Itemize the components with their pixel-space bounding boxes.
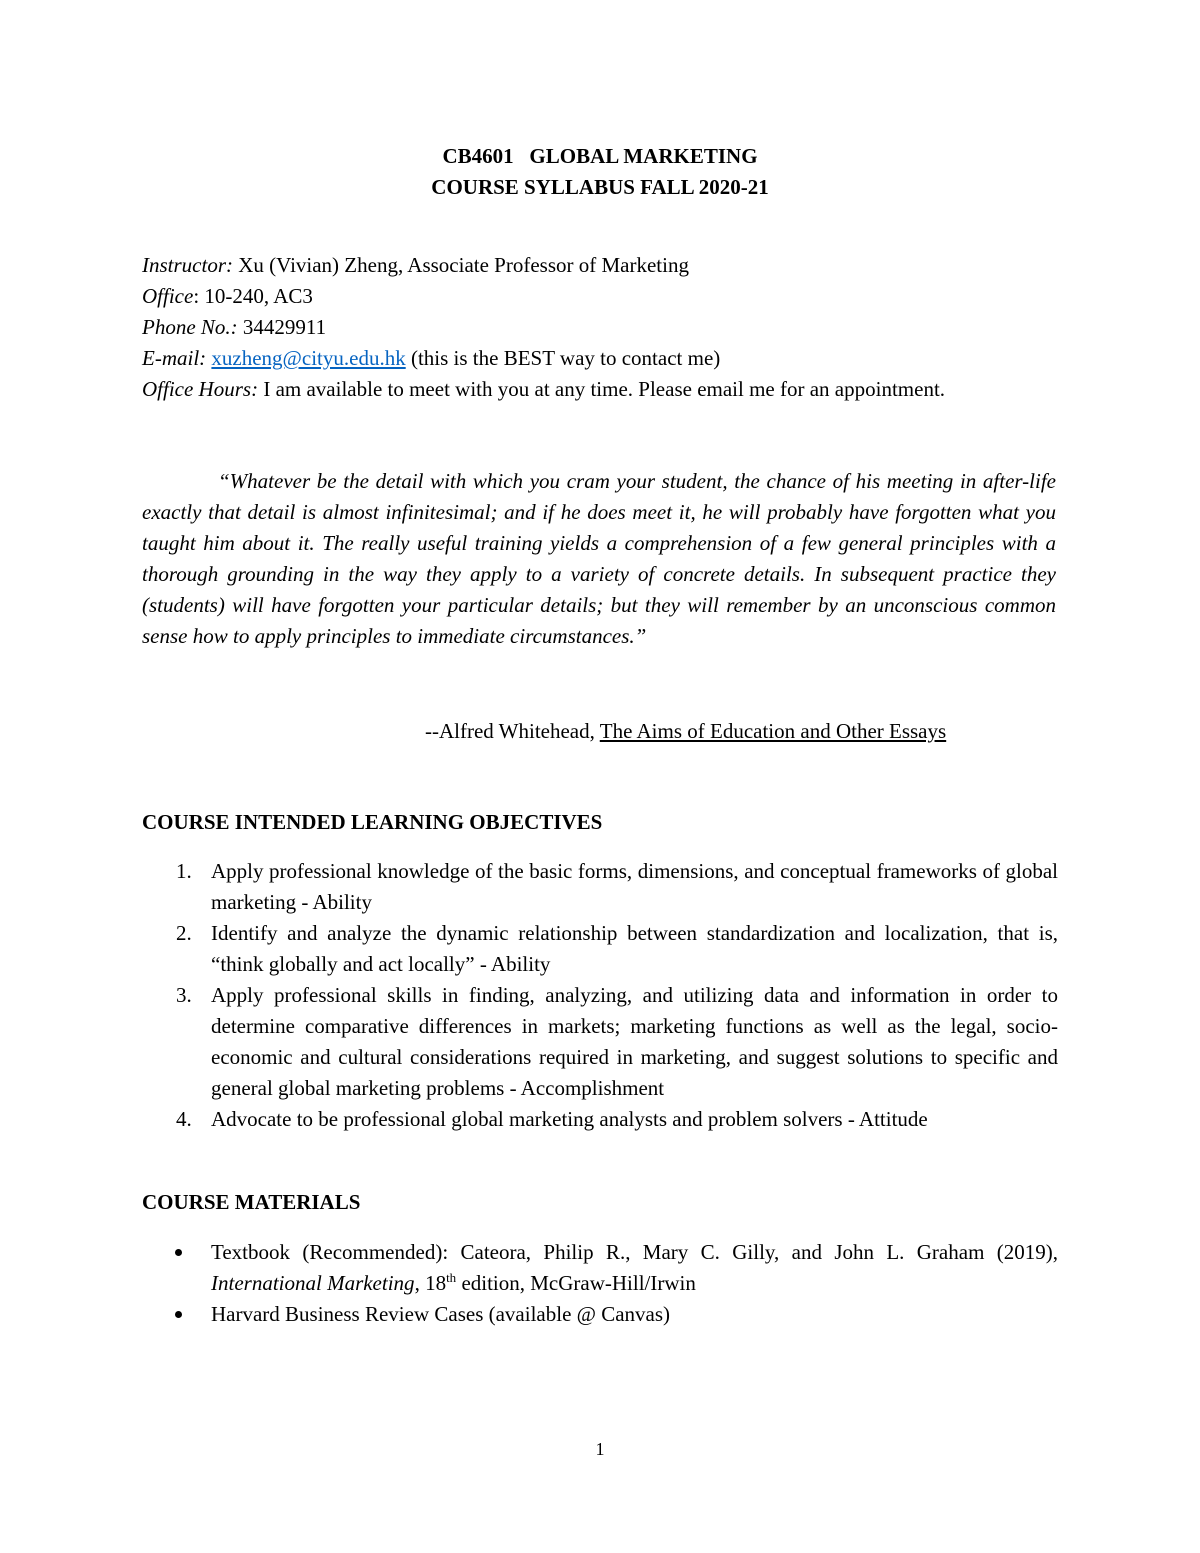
office-label: Office (142, 284, 194, 308)
phone-label: Phone No.: (142, 315, 238, 339)
objective-number: 1. (176, 859, 192, 883)
textbook-edition-suffix: th (446, 1270, 457, 1285)
materials-heading: COURSE MATERIALS (142, 1190, 361, 1214)
material-item-textbook (142, 1237, 1058, 1299)
objective-number: 4. (176, 1107, 192, 1131)
textbook-prefix: Textbook (Recommended): Cateora, Philip R., Mary C. Gilly, and John L. Graham (2019), (211, 1240, 1058, 1264)
course-code: CB4601 (442, 144, 514, 168)
objective-text: Identify and analyze the dynamic relationship between standardization and localization, that is, “think globally and act locally” - Ability (211, 921, 1058, 976)
objective-item (142, 1104, 1058, 1135)
bullet-icon (175, 1311, 182, 1318)
bullet-icon (175, 1249, 182, 1256)
hbr-cases-text: Harvard Business Review Cases (available @ Canvas) (211, 1302, 671, 1326)
objective-number: 2. (176, 921, 192, 945)
phone-value: 34429911 (237, 315, 327, 339)
phone-line (142, 312, 326, 343)
whitehead-quote (142, 466, 1056, 652)
objectives-list (142, 856, 1058, 1135)
email-note: (this is the BEST way to contact me) (405, 346, 721, 370)
instructor-label: Instructor: (142, 253, 233, 277)
quote-text: “Whatever be the detail with which you cram your student, the chance of his meeting in after-life exactly that detail is almost infinitesimal; and if he does meet it, he will probably have forgotten what you taught him about it. The really useful training yields a comprehension of a few general principles with a thorough grounding in the way they apply to a variety of concrete details. In subsequent practice they (students) will have forgotten your particular details; but they will remember by an unconscious common sense how to apply principles to immediate circumstances.” (142, 469, 1056, 648)
office-value: : 10-240, AC3 (193, 284, 313, 308)
quote-attribution (425, 716, 946, 747)
email-line (142, 343, 720, 374)
course-title (0, 141, 1200, 172)
objective-text: Apply professional skills in finding, analyzing, and utilizing data and information in order to determine comparative differences in markets; marketing functions as well as the legal, socio-economic and cultural considerations required in marketing, and suggest solutions to specific and general global marketing problems - Accomplishment (211, 983, 1058, 1100)
email-link[interactable]: xuzheng@cityu.edu.hk (211, 346, 406, 370)
objective-number: 3. (176, 983, 192, 1007)
email-label: E-mail: (142, 346, 207, 370)
instructor-line (142, 250, 689, 281)
objectives-heading: COURSE INTENDED LEARNING OBJECTIVES (142, 810, 603, 834)
textbook-title: International Marketing (211, 1271, 415, 1295)
course-name: GLOBAL MARKETING (529, 144, 758, 168)
objective-item (142, 856, 1058, 918)
office-hours-label: Office Hours: (142, 377, 259, 401)
objective-text: Apply professional knowledge of the basic forms, dimensions, and conceptual frameworks of global marketing - Ability (211, 859, 1058, 914)
material-item-hbr-cases (142, 1299, 1058, 1330)
course-subtitle: COURSE SYLLABUS FALL 2020-21 (431, 175, 769, 199)
attribution-book-title: The Aims of Education and Other Essays (599, 719, 947, 743)
textbook-edition-number: , 18 (414, 1271, 447, 1295)
instructor-value: Xu (Vivian) Zheng, Associate Professor of Marketing (233, 253, 689, 277)
objective-item (142, 980, 1058, 1104)
objective-item (142, 918, 1058, 980)
page-number: 1 (595, 1439, 605, 1459)
objective-text: Advocate to be professional global marketing analysts and problem solvers - Attitude (211, 1107, 928, 1131)
textbook-suffix: edition, McGraw-Hill/Irwin (456, 1271, 696, 1295)
office-hours-value: I am available to meet with you at any time. Please email me for an appointment. (258, 377, 946, 401)
materials-list (142, 1237, 1058, 1330)
office-hours-line (142, 374, 945, 405)
attribution-author: --Alfred Whitehead, (425, 719, 600, 743)
office-line (142, 281, 313, 312)
